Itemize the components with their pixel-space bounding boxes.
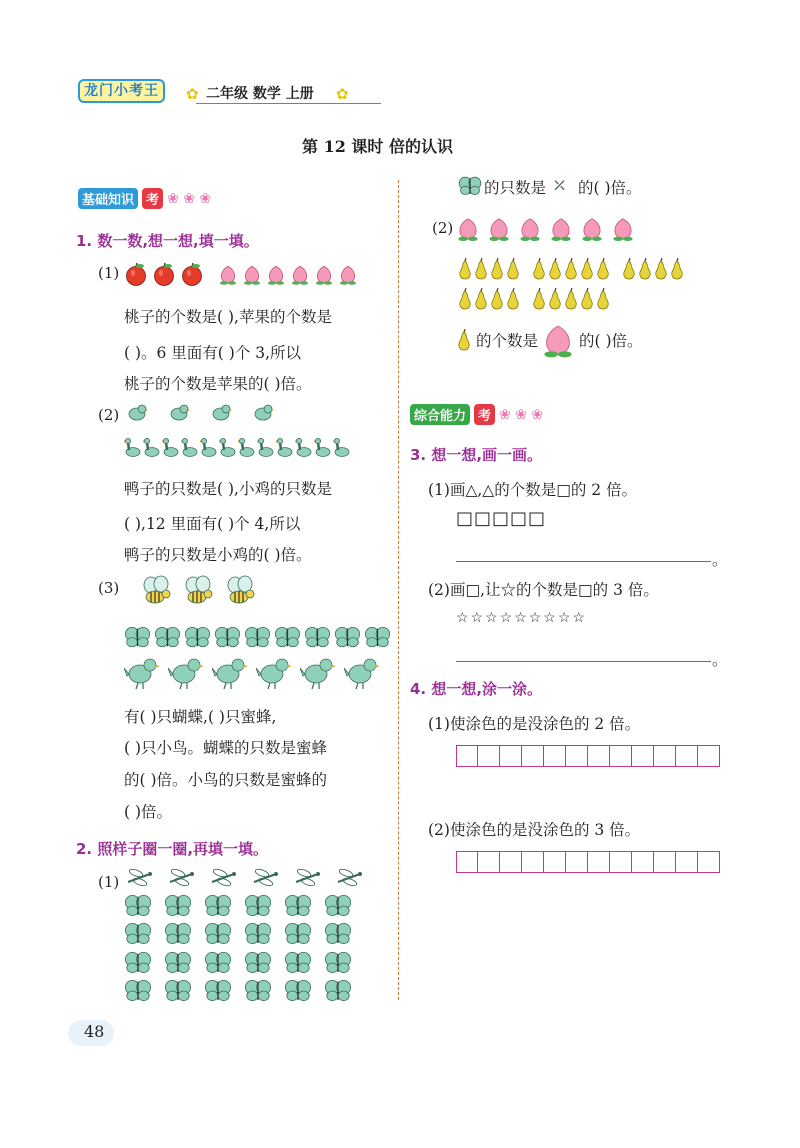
- pear-icon: [505, 258, 521, 280]
- duck-icon: [181, 436, 198, 458]
- q3-p1-text: (1)画△,△的个数是□的 2 倍。: [428, 481, 638, 499]
- butterfly-icon: ✿: [186, 85, 199, 103]
- q2-p1-number: (1): [98, 873, 120, 891]
- pear-icon: [547, 288, 563, 310]
- chick-icon: [252, 403, 274, 421]
- dragonfly-icon: [292, 868, 322, 888]
- q1-p2-line-1: 鸭子的只数是( ),小鸡的只数是: [124, 480, 332, 498]
- page-number: 48: [84, 1022, 105, 1041]
- duck-icon: [124, 436, 141, 458]
- grid-cell[interactable]: [676, 745, 698, 767]
- pear-icon: [547, 258, 563, 280]
- duck-icon: [143, 436, 160, 458]
- pear-icon: [473, 288, 489, 310]
- duck-icon: [276, 436, 293, 458]
- dragonfly-icon: [166, 868, 196, 888]
- q3-p2-stars: ☆☆☆☆☆☆☆☆☆: [456, 610, 587, 626]
- q1-heading: 1. 数一数,想一想,填一填。: [76, 232, 259, 250]
- butterfly-icon: [244, 894, 272, 916]
- bee-icon: [224, 575, 258, 609]
- q3-p1-answer-line: [456, 560, 711, 562]
- butterfly-icon: [284, 951, 312, 973]
- butterfly-icon: [244, 626, 271, 648]
- section-basic-tag: 考: [142, 188, 163, 209]
- duck-icon: [295, 436, 312, 458]
- pear-icon: [531, 288, 547, 310]
- peach-icon: [518, 216, 542, 242]
- pear-icon: [457, 258, 473, 280]
- duck-icon: [314, 436, 331, 458]
- butterfly-icon: [124, 951, 152, 973]
- peach-icon: [611, 216, 635, 242]
- dragonfly-icon: [334, 868, 364, 888]
- pear-icon: [579, 288, 595, 310]
- peach-icon: [314, 264, 334, 286]
- butterfly-row: [124, 951, 364, 973]
- grid-cell[interactable]: [544, 745, 566, 767]
- butterfly-icon: [284, 894, 312, 916]
- q1-p1-line-3: 桃子的个数是苹果的( )倍。: [124, 375, 312, 393]
- butterfly-icon: [274, 626, 301, 648]
- pear-cluster: [531, 258, 611, 280]
- peach-icon: [456, 216, 480, 242]
- pear-icon: [563, 258, 579, 280]
- butterfly-icon: [304, 626, 331, 648]
- pear-icon: [579, 258, 595, 280]
- grid-cell[interactable]: [654, 851, 676, 873]
- q2-heading: 2. 照样子圈一圈,再填一填。: [76, 840, 269, 858]
- butterfly-icon: [458, 176, 482, 195]
- peach-icon: [487, 216, 511, 242]
- butterfly-icon: [334, 626, 361, 648]
- apple-icon: [180, 262, 204, 286]
- butterfly-icon: [164, 894, 192, 916]
- grid-cell[interactable]: [544, 851, 566, 873]
- q1-p3-number: (3): [98, 579, 120, 597]
- butterfly-icon: ❀ ❀ ❀: [167, 190, 212, 207]
- pear-icon: [457, 288, 473, 310]
- butterfly-icon: [364, 626, 391, 648]
- q2-p2-number: (2): [432, 219, 454, 237]
- section-combined-label: 综合能力: [410, 404, 470, 425]
- duck-icon: [219, 436, 236, 458]
- grid-cell[interactable]: [610, 745, 632, 767]
- grid-cell[interactable]: [566, 745, 588, 767]
- butterfly-icon: [204, 922, 232, 944]
- apple-group: [124, 262, 204, 286]
- butterfly-icon: [244, 979, 272, 1001]
- q4-p1-text: (1)使涂色的是没涂色的 2 倍。: [428, 715, 641, 733]
- peach-icon: [580, 216, 604, 242]
- q4-p2-grid[interactable]: [456, 851, 720, 873]
- grid-cell[interactable]: [522, 745, 544, 767]
- pear-cluster: [457, 258, 521, 280]
- chick-group: [126, 403, 274, 421]
- bird-icon: [344, 656, 380, 690]
- peach-icon: [218, 264, 238, 286]
- pear-icon: [456, 329, 472, 355]
- duck-group: [124, 436, 350, 458]
- grid-cell[interactable]: [478, 851, 500, 873]
- q2-p2-tail-a: 的个数是: [476, 332, 539, 350]
- dragonfly-icon: [124, 868, 154, 888]
- q2-p1-tail-b: 的( )倍。: [578, 179, 642, 197]
- chick-icon: [168, 403, 190, 421]
- peach-icon: [541, 322, 575, 358]
- dragonfly-butterfly-grid: [124, 868, 364, 1008]
- q1-p1-number: (1): [98, 264, 120, 282]
- pear-cluster: [531, 288, 611, 310]
- q1-p1-line-1: 桃子的个数是( ),苹果的个数是: [124, 308, 332, 326]
- duck-icon: [238, 436, 255, 458]
- section-combined-banner: [410, 404, 543, 425]
- pear-icon: [653, 258, 669, 280]
- pear-icon: [563, 288, 579, 310]
- butterfly-icon: [214, 626, 241, 648]
- butterfly-icon: ✿: [336, 85, 349, 103]
- duck-icon: [333, 436, 350, 458]
- butterfly-icon: [124, 922, 152, 944]
- grid-cell[interactable]: [522, 851, 544, 873]
- butterfly-icon: [324, 951, 352, 973]
- butterfly-icon: ❀ ❀ ❀: [499, 406, 544, 423]
- butterfly-icon: [124, 894, 152, 916]
- pear-icon: [489, 258, 505, 280]
- dragonfly-row: [124, 868, 364, 888]
- butterfly-row: [124, 979, 364, 1001]
- butterfly-icon: [204, 979, 232, 1001]
- peach-icon: [290, 264, 310, 286]
- chick-icon: [210, 403, 232, 421]
- butterfly-icon: [244, 922, 272, 944]
- apple-icon: [124, 262, 148, 286]
- section-basic-banner: [78, 188, 211, 209]
- butterfly-icon: [124, 626, 151, 648]
- brand-logo: [78, 80, 165, 100]
- pear-cluster: [621, 258, 685, 280]
- duck-icon: [200, 436, 217, 458]
- pear-icon: [621, 258, 637, 280]
- brand-text: 龙门小考王: [78, 79, 165, 103]
- peach-icon: [266, 264, 286, 286]
- q1-p3-line-4: ( )倍。: [124, 803, 173, 821]
- butterfly-icon: [164, 951, 192, 973]
- grid-cell[interactable]: [588, 745, 610, 767]
- bird-icon: [124, 656, 160, 690]
- grid-cell[interactable]: [698, 851, 720, 873]
- butterfly-icon: [124, 979, 152, 1001]
- butterfly-icon: [324, 894, 352, 916]
- pear-icon: [456, 329, 472, 351]
- pear-icon: [531, 258, 547, 280]
- butterfly-icon: [154, 626, 181, 648]
- peach-icon: [549, 216, 573, 242]
- q3-p2-end: 。: [712, 651, 728, 669]
- q3-p1-squares: □□□□□: [456, 508, 547, 529]
- q1-p3-line-1: 有( )只蝴蝶,( )只蜜蜂,: [124, 708, 277, 726]
- bee-icon: [140, 575, 174, 609]
- butterfly-icon: [164, 922, 192, 944]
- apple-icon: [152, 262, 176, 286]
- dragonfly-icon: [208, 868, 238, 888]
- grid-cell[interactable]: [654, 745, 676, 767]
- butterfly-row: [124, 922, 364, 944]
- butterfly-icon: [164, 979, 192, 1001]
- bird-icon: [168, 656, 204, 690]
- butterfly-icon: [204, 951, 232, 973]
- grid-cell[interactable]: [500, 745, 522, 767]
- grid-cell[interactable]: [632, 745, 654, 767]
- bird-icon: [212, 656, 248, 690]
- q1-p2-line-3: 鸭子的只数是小鸡的( )倍。: [124, 546, 312, 564]
- grid-cell[interactable]: [632, 851, 654, 873]
- grid-cell[interactable]: [566, 851, 588, 873]
- column-divider: [398, 180, 399, 1000]
- grid-cell[interactable]: [456, 851, 478, 873]
- duck-icon: [162, 436, 179, 458]
- q1-p3-line-3: 的( )倍。小鸟的只数是蜜蜂的: [124, 771, 328, 789]
- peach-icon: [338, 264, 358, 286]
- peach-icon: [541, 322, 575, 362]
- q3-p1-end: 。: [712, 551, 728, 569]
- q1-p2-number: (2): [98, 406, 120, 424]
- grid-cell[interactable]: [698, 745, 720, 767]
- dragonfly-icon: [250, 868, 280, 888]
- header-rule: [196, 103, 381, 104]
- peach-group: [456, 216, 635, 242]
- pear-cluster: [457, 288, 521, 310]
- q3-heading: 3. 想一想,画一画。: [410, 446, 543, 464]
- bird-icon: [256, 656, 292, 690]
- duck-icon: [257, 436, 274, 458]
- pear-icon: [489, 288, 505, 310]
- pear-icon: [505, 288, 521, 310]
- butterfly-icon: [284, 922, 312, 944]
- q4-p1-grid[interactable]: [456, 745, 720, 767]
- lesson-title: 第 12 课时 倍的认识: [302, 137, 453, 156]
- grid-cell[interactable]: [500, 851, 522, 873]
- q4-heading: 4. 想一想,涂一涂。: [410, 680, 543, 698]
- bird-group: [124, 656, 380, 690]
- peach-icon: [242, 264, 262, 286]
- book-title: 二年级 数学 上册: [206, 86, 314, 102]
- bird-icon: [300, 656, 336, 690]
- q3-p2-text: (2)画□,让☆的个数是□的 3 倍。: [428, 581, 659, 599]
- butterfly-icon: [244, 951, 272, 973]
- q1-p2-line-2: ( ),12 里面有( )个 4,所以: [124, 515, 301, 533]
- pear-icon: [637, 258, 653, 280]
- grid-cell[interactable]: [456, 745, 478, 767]
- grid-cell[interactable]: [610, 851, 632, 873]
- bee-icon: [182, 575, 216, 609]
- q1-p1-line-2: ( )。6 里面有( )个 3,所以: [124, 344, 302, 362]
- bee-group: [140, 575, 258, 609]
- peach-group: [218, 264, 358, 286]
- q1-p3-line-2: ( )只小鸟。蝴蝶的只数是蜜蜂: [124, 739, 328, 757]
- pear-group: [457, 258, 685, 318]
- butterfly-icon: [284, 979, 312, 1001]
- pear-row: [457, 258, 685, 280]
- chick-icon: [126, 403, 148, 421]
- pear-icon: [473, 258, 489, 280]
- q2-p2-tail-b: 的( )倍。: [579, 332, 643, 350]
- grid-cell[interactable]: [588, 851, 610, 873]
- butterfly-icon: [324, 979, 352, 1001]
- pear-row: [457, 288, 685, 310]
- pear-icon: [669, 258, 685, 280]
- pear-icon: [595, 258, 611, 280]
- section-combined-tag: 考: [474, 404, 495, 425]
- pear-icon: [595, 288, 611, 310]
- butterfly-icon: [184, 626, 211, 648]
- q3-p2-answer-line: [456, 660, 711, 662]
- q2-p1-tail-a: 的只数是: [484, 179, 547, 197]
- grid-cell[interactable]: [676, 851, 698, 873]
- butterfly-icon: [324, 922, 352, 944]
- q4-p2-text: (2)使涂色的是没涂色的 3 倍。: [428, 821, 641, 839]
- butterfly-icon: [204, 894, 232, 916]
- butterfly-row: [124, 894, 364, 916]
- dragonfly-icon: ⤫: [552, 175, 568, 196]
- butterfly-icon: [458, 176, 482, 199]
- section-basic-label: 基础知识: [78, 188, 138, 209]
- butterfly-group: [124, 626, 391, 648]
- grid-cell[interactable]: [478, 745, 500, 767]
